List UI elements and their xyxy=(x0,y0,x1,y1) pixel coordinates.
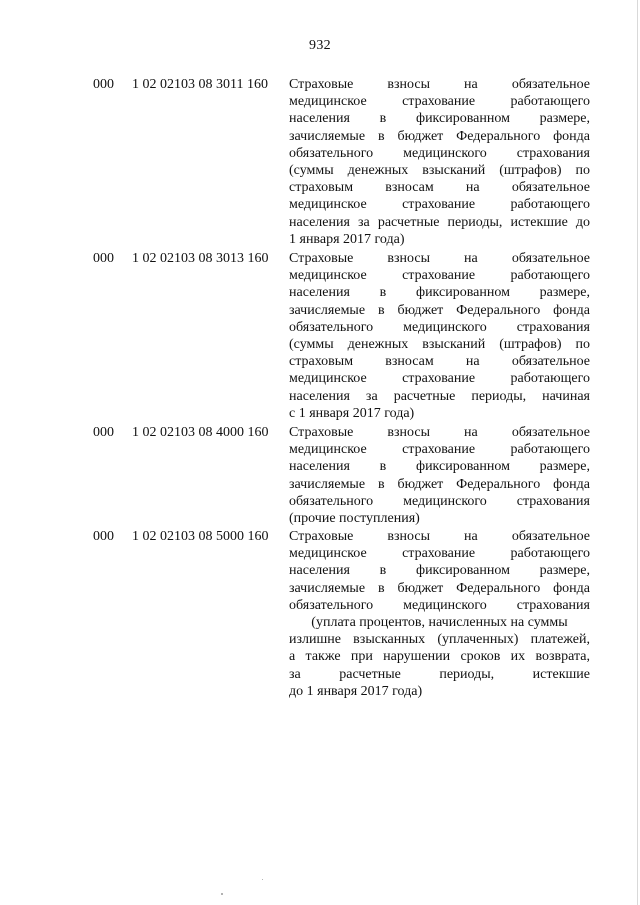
description-line: до 1 января 2017 года) xyxy=(289,683,423,699)
entry-description xyxy=(289,250,590,422)
description-line: (суммы денежных взысканий (штрафов) по xyxy=(289,336,590,352)
admin-code: 000 xyxy=(93,251,114,266)
description-line: медицинское страхование работающего xyxy=(289,371,590,387)
description-line: населения за расчетные периоды, истекшие до xyxy=(289,214,590,230)
entry-description xyxy=(289,528,590,700)
description-line: излишне взысканных (уплаченных) платежей, xyxy=(289,632,590,648)
entry-description xyxy=(289,76,590,248)
description-line: страховым взносам на обязательное xyxy=(289,180,590,196)
description-line: (суммы денежных взысканий (штрафов) по xyxy=(289,162,590,178)
description-line: зачисляемые в бюджет Федерального фонда xyxy=(289,476,590,492)
scan-speck xyxy=(262,879,263,880)
description-line: обязательного медицинского страхования xyxy=(289,493,590,509)
description-line: медицинское страхование работающего xyxy=(289,94,590,110)
budget-classification-code: 1 02 02103 08 3013 160 xyxy=(132,251,269,266)
description-line: за расчетные периоды, истекшие xyxy=(289,666,590,682)
description-line: населения в фиксированном размере, xyxy=(289,563,590,579)
description-line: Страховые взносы на обязательное xyxy=(289,529,590,544)
admin-code: 000 xyxy=(93,77,114,92)
description-line: Страховые взносы на обязательное xyxy=(289,77,590,92)
description-line: обязательного медицинского страхования xyxy=(289,319,590,335)
description-line: с 1 января 2017 года) xyxy=(289,405,415,421)
description-line: обязательного медицинского страхования xyxy=(289,145,590,161)
description-line: страховым взносам на обязательное xyxy=(289,354,590,370)
budget-classification-code: 1 02 02103 08 3011 160 xyxy=(132,77,268,92)
description-line: (прочие поступления) xyxy=(289,510,420,526)
description-line: медицинское страхование работающего xyxy=(289,546,590,562)
description-line: медицинское страхование работающего xyxy=(289,442,590,458)
budget-classification-code: 1 02 02103 08 5000 160 xyxy=(132,529,269,544)
page-number: 932 xyxy=(309,38,331,53)
description-line: Страховые взносы на обязательное xyxy=(289,425,590,440)
description-line: населения в фиксированном размере, xyxy=(289,459,590,475)
scan-speck xyxy=(221,893,223,895)
description-line: населения в фиксированном размере, xyxy=(289,285,590,301)
scan-edge xyxy=(637,0,638,905)
description-line: зачисляемые в бюджет Федерального фонда xyxy=(289,128,590,144)
description-line: обязательного медицинского страхования xyxy=(289,597,590,613)
admin-code: 000 xyxy=(93,529,114,544)
description-line: медицинское страхование работающего xyxy=(289,268,590,284)
budget-classification-code: 1 02 02103 08 4000 160 xyxy=(132,425,269,440)
admin-code: 000 xyxy=(93,425,114,440)
description-line: Страховые взносы на обязательное xyxy=(289,251,590,266)
description-line: 1 января 2017 года) xyxy=(289,231,405,247)
description-line: населения за расчетные периоды, начиная xyxy=(289,388,590,404)
description-line: зачисляемые в бюджет Федерального фонда xyxy=(289,302,590,318)
description-line: зачисляемые в бюджет Федерального фонда xyxy=(289,580,590,596)
description-line: населения в фиксированном размере, xyxy=(289,111,590,127)
description-line: (уплата процентов, начисленных на суммы xyxy=(311,614,568,630)
description-line: медицинское страхование работающего xyxy=(289,197,590,213)
entry-description xyxy=(289,424,590,527)
description-line: а также при нарушении сроков их возврата, xyxy=(289,649,590,665)
